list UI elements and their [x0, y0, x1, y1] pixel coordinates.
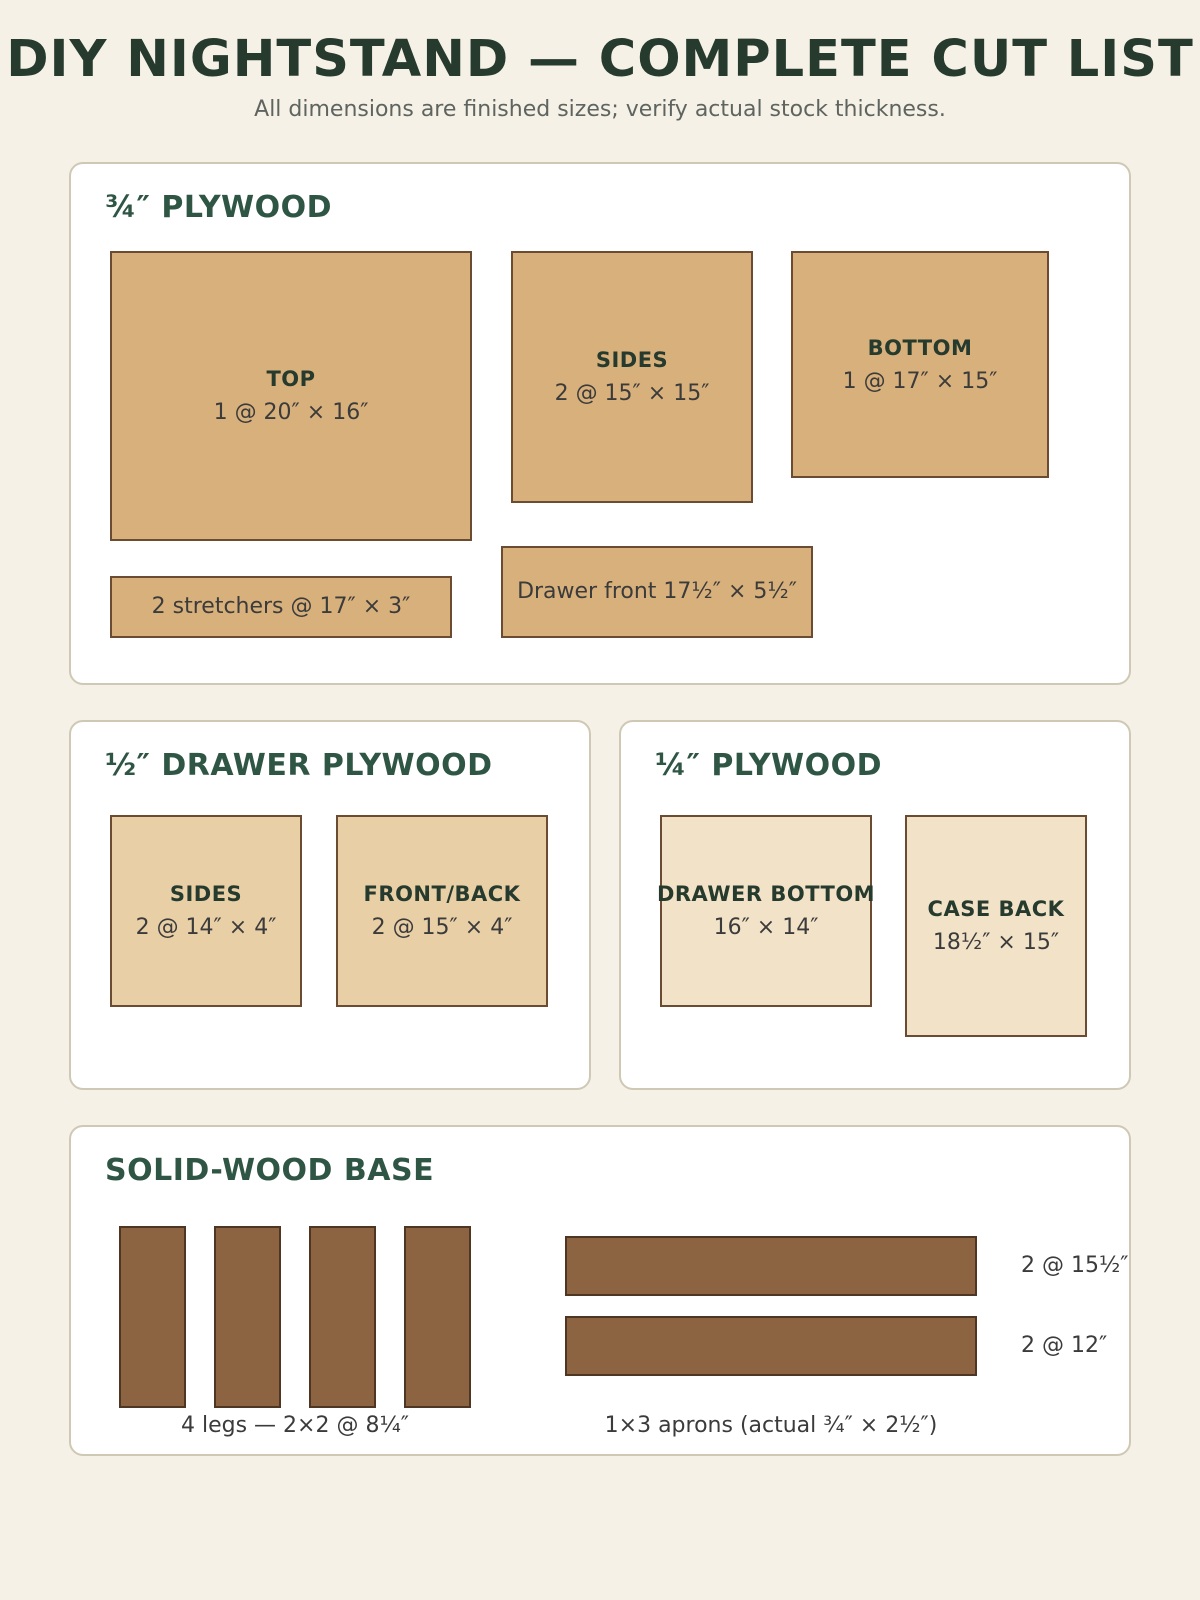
- piece-drawer-sides: [110, 815, 302, 1007]
- piece-bottom: [791, 251, 1049, 478]
- piece-name: CASE BACK: [927, 897, 1065, 921]
- drawer-plywood-1-2-section: [69, 720, 591, 1090]
- piece-drawer-bottom: [656, 815, 876, 1007]
- solid-wood-base-section: [69, 1125, 1131, 1456]
- section-title: SOLID-WOOD BASE: [105, 1153, 435, 1188]
- plywood-3-4-section: [69, 162, 1131, 685]
- section-title: ¼″ PLYWOOD: [655, 748, 883, 783]
- piece-stretchers: [110, 576, 452, 638]
- piece-dimensions: 1 @ 20″ × 16″: [213, 400, 369, 425]
- piece-drawer-front: [501, 546, 813, 638]
- piece-name: TOP: [266, 367, 316, 391]
- apron-long-label: 2 @ 15½″: [1021, 1253, 1129, 1278]
- page-subtitle: All dimensions are finished sizes; verify actual stock thickness.: [254, 97, 946, 122]
- piece-dimensions: 2 @ 15″ × 4″: [371, 915, 513, 940]
- leg: [119, 1226, 186, 1408]
- piece-front-back: [336, 815, 548, 1007]
- piece-label: 2 stretchers @ 17″ × 3″: [151, 594, 411, 619]
- piece-name: SIDES: [595, 348, 669, 372]
- apron-short-label: 2 @ 12″: [1021, 1333, 1108, 1358]
- aprons-caption: 1×3 aprons (actual ¾″ × 2½″): [604, 1413, 938, 1438]
- leg: [404, 1226, 471, 1408]
- plywood-1-4-section: [619, 720, 1131, 1090]
- piece-sides: [511, 251, 753, 503]
- piece-dimensions: 1 @ 17″ × 15″: [842, 368, 998, 394]
- apron-long: [565, 1236, 977, 1296]
- piece-case-back: [905, 815, 1087, 1037]
- piece-dimensions: 18½″ × 15″: [932, 930, 1060, 955]
- piece-name: SIDES: [169, 882, 243, 906]
- legs-caption: 4 legs — 2×2 @ 8¼″: [180, 1413, 409, 1438]
- piece-name: DRAWER BOTTOM: [656, 882, 876, 906]
- page-title: DIY NIGHTSTAND — COMPLETE CUT LIST: [6, 30, 1194, 89]
- section-title: ¾″ PLYWOOD: [105, 190, 333, 225]
- leg: [309, 1226, 376, 1408]
- piece-name: BOTTOM: [867, 335, 973, 360]
- piece-dimensions: 2 @ 15″ × 15″: [554, 381, 710, 406]
- piece-label: Drawer front 17½″ × 5½″: [517, 579, 797, 604]
- piece-dimensions: 2 @ 14″ × 4″: [135, 915, 277, 940]
- piece-name: FRONT/BACK: [363, 882, 521, 906]
- section-title: ½″ DRAWER PLYWOOD: [105, 748, 493, 783]
- piece-top: [110, 251, 472, 541]
- apron-short: [565, 1316, 977, 1376]
- piece-dimensions: 16″ × 14″: [713, 915, 819, 940]
- leg: [214, 1226, 281, 1408]
